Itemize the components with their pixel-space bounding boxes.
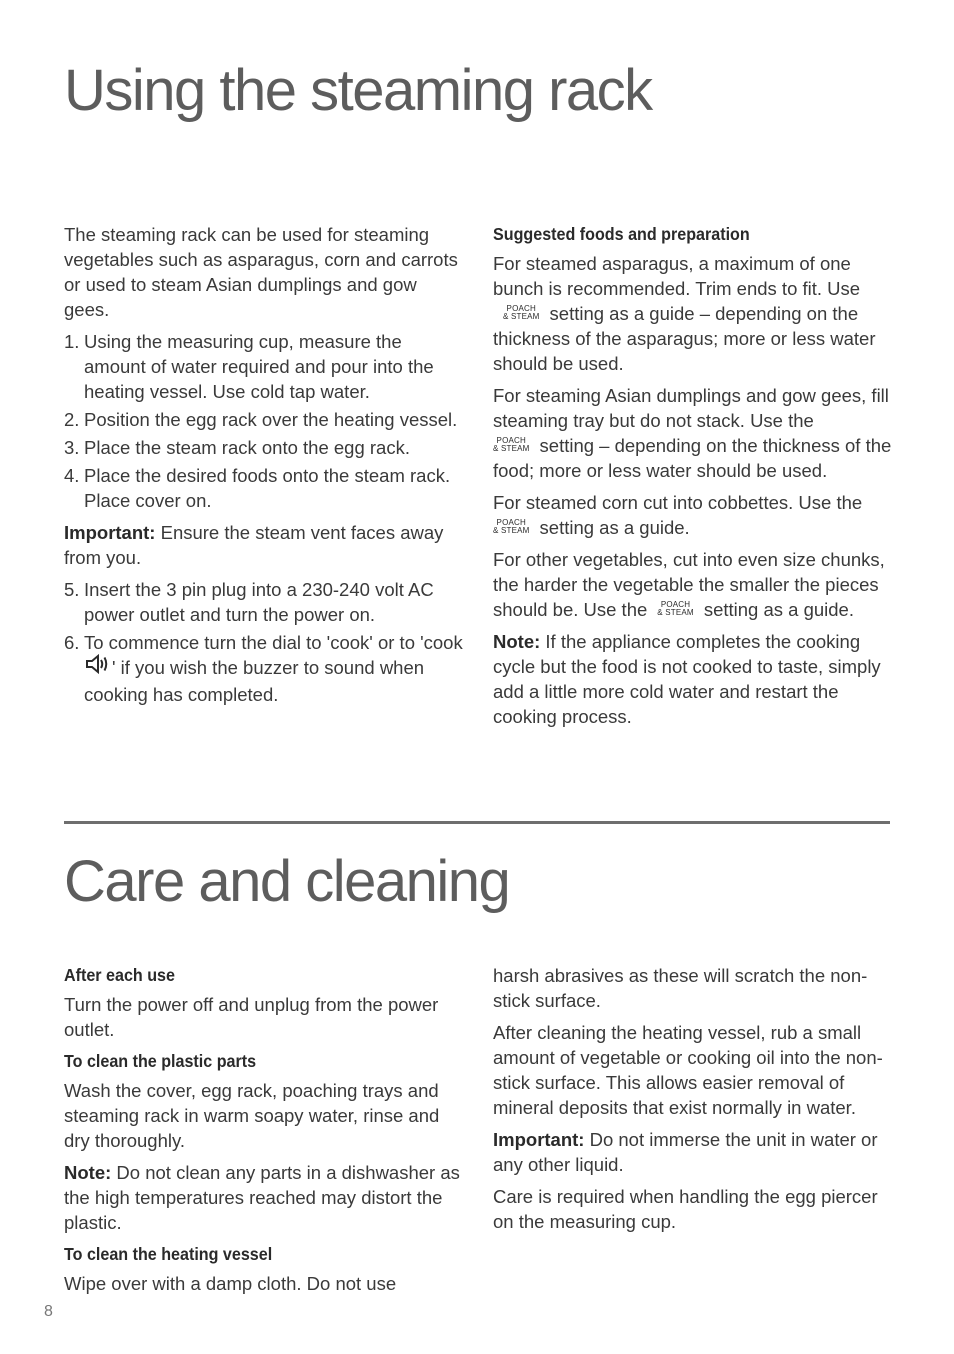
steaming-left-column	[64, 222, 464, 714]
piercer-paragraph: Care is required when handling the egg piercer on the measuring cup.	[493, 1186, 878, 1232]
asparagus-paragraph: For steamed asparagus, a maximum of one bunch is recommended. Trim ends to fit. Use POACH & STEAM setting as a guide – depending on the thickness of the asparagus; more or less water should be used.	[493, 253, 876, 374]
steaming-right-column	[493, 222, 893, 736]
after-each-use-text: Turn the power off and unplug from the power outlet.	[64, 994, 439, 1040]
other-vegetables-paragraph: For other vegetables, cut into even size chunks, the harder the vegetable the smaller the pieces should be. Use the POACH & STEAM setting as a guide.	[493, 549, 885, 620]
poach-steam-icon: POACH & STEAM	[493, 518, 530, 536]
section-title-steaming: Using the steaming rack	[64, 58, 652, 123]
poach-steam-icon: POACH & STEAM	[493, 436, 530, 454]
oil-paragraph: After cleaning the heating vessel, rub a small amount of vegetable or cooking oil into the non-stick surface. This allows easier removal of mineral deposits that exist normally in water.	[493, 1022, 883, 1118]
page-number: 8	[44, 1303, 53, 1320]
care-right-column	[493, 963, 893, 1241]
heating-vessel-continued: harsh abrasives as these will scratch the non-stick surface.	[493, 965, 868, 1011]
speaker-icon	[85, 654, 111, 680]
note-dishwasher: Note: Do not clean any parts in a dishwasher as the high temperatures reached may distort the plastic.	[64, 1162, 460, 1233]
step-item: 1. Using the measuring cup, measure the amount of water required and pour into the heating vessel. Use cold tap water.	[64, 331, 434, 402]
poach-steam-icon: POACH & STEAM	[657, 600, 694, 618]
after-each-use-heading: After each use	[64, 965, 175, 985]
suggested-foods-heading: Suggested foods and preparation	[493, 224, 750, 244]
step-item: 4. Place the desired foods onto the steam rack. Place cover on.	[64, 465, 451, 511]
step-item: 6. To commence turn the dial to 'cook' or to 'cook ' if you wish the buzzer to sound when cooking has completed.	[64, 632, 463, 706]
note-cooking: Note: If the appliance completes the cooking cycle but the food is not cooked to taste, simply add a little more cold water and restart the cooking process.	[493, 631, 881, 727]
steps-list-b	[64, 577, 464, 707]
heating-vessel-heading: To clean the heating vessel	[64, 1244, 273, 1264]
step-item: 5. Insert the 3 pin plug into a 230-240 volt AC power outlet and turn the power on.	[64, 579, 434, 625]
plastic-parts-text: Wash the cover, egg rack, poaching trays and steaming rack in warm soapy water, rinse and dry thoroughly.	[64, 1080, 440, 1151]
plastic-parts-heading: To clean the plastic parts	[64, 1051, 257, 1071]
step-item: 2. Position the egg rack over the heating vessel.	[64, 409, 458, 430]
corn-paragraph: For steamed corn cut into cobbettes. Use the POACH & STEAM setting as a guide.	[493, 492, 863, 538]
section-divider	[64, 821, 890, 824]
section-title-care: Care and cleaning	[64, 849, 510, 914]
steps-list-a	[64, 329, 464, 513]
steaming-intro: The steaming rack can be used for steaming vegetables such as asparagus, corn and carrots or used to steam Asian dumplings and gow gees.	[64, 224, 458, 320]
step-item: 3. Place the steam rack onto the egg rack.	[64, 437, 410, 458]
important-immerse: Important: Do not immerse the unit in water or any other liquid.	[493, 1129, 878, 1175]
care-left-column	[64, 963, 464, 1303]
important-steam-vent: Important: Ensure the steam vent faces away from you.	[64, 522, 444, 568]
heating-vessel-text: Wipe over with a damp cloth. Do not use	[64, 1273, 397, 1294]
poach-steam-icon: POACH & STEAM	[503, 304, 540, 322]
dumplings-paragraph: For steaming Asian dumplings and gow gees, fill steaming tray but do not stack. Use the POACH & STEAM setting – depending on the thickness of the food; more or less water should be used.	[493, 385, 892, 481]
